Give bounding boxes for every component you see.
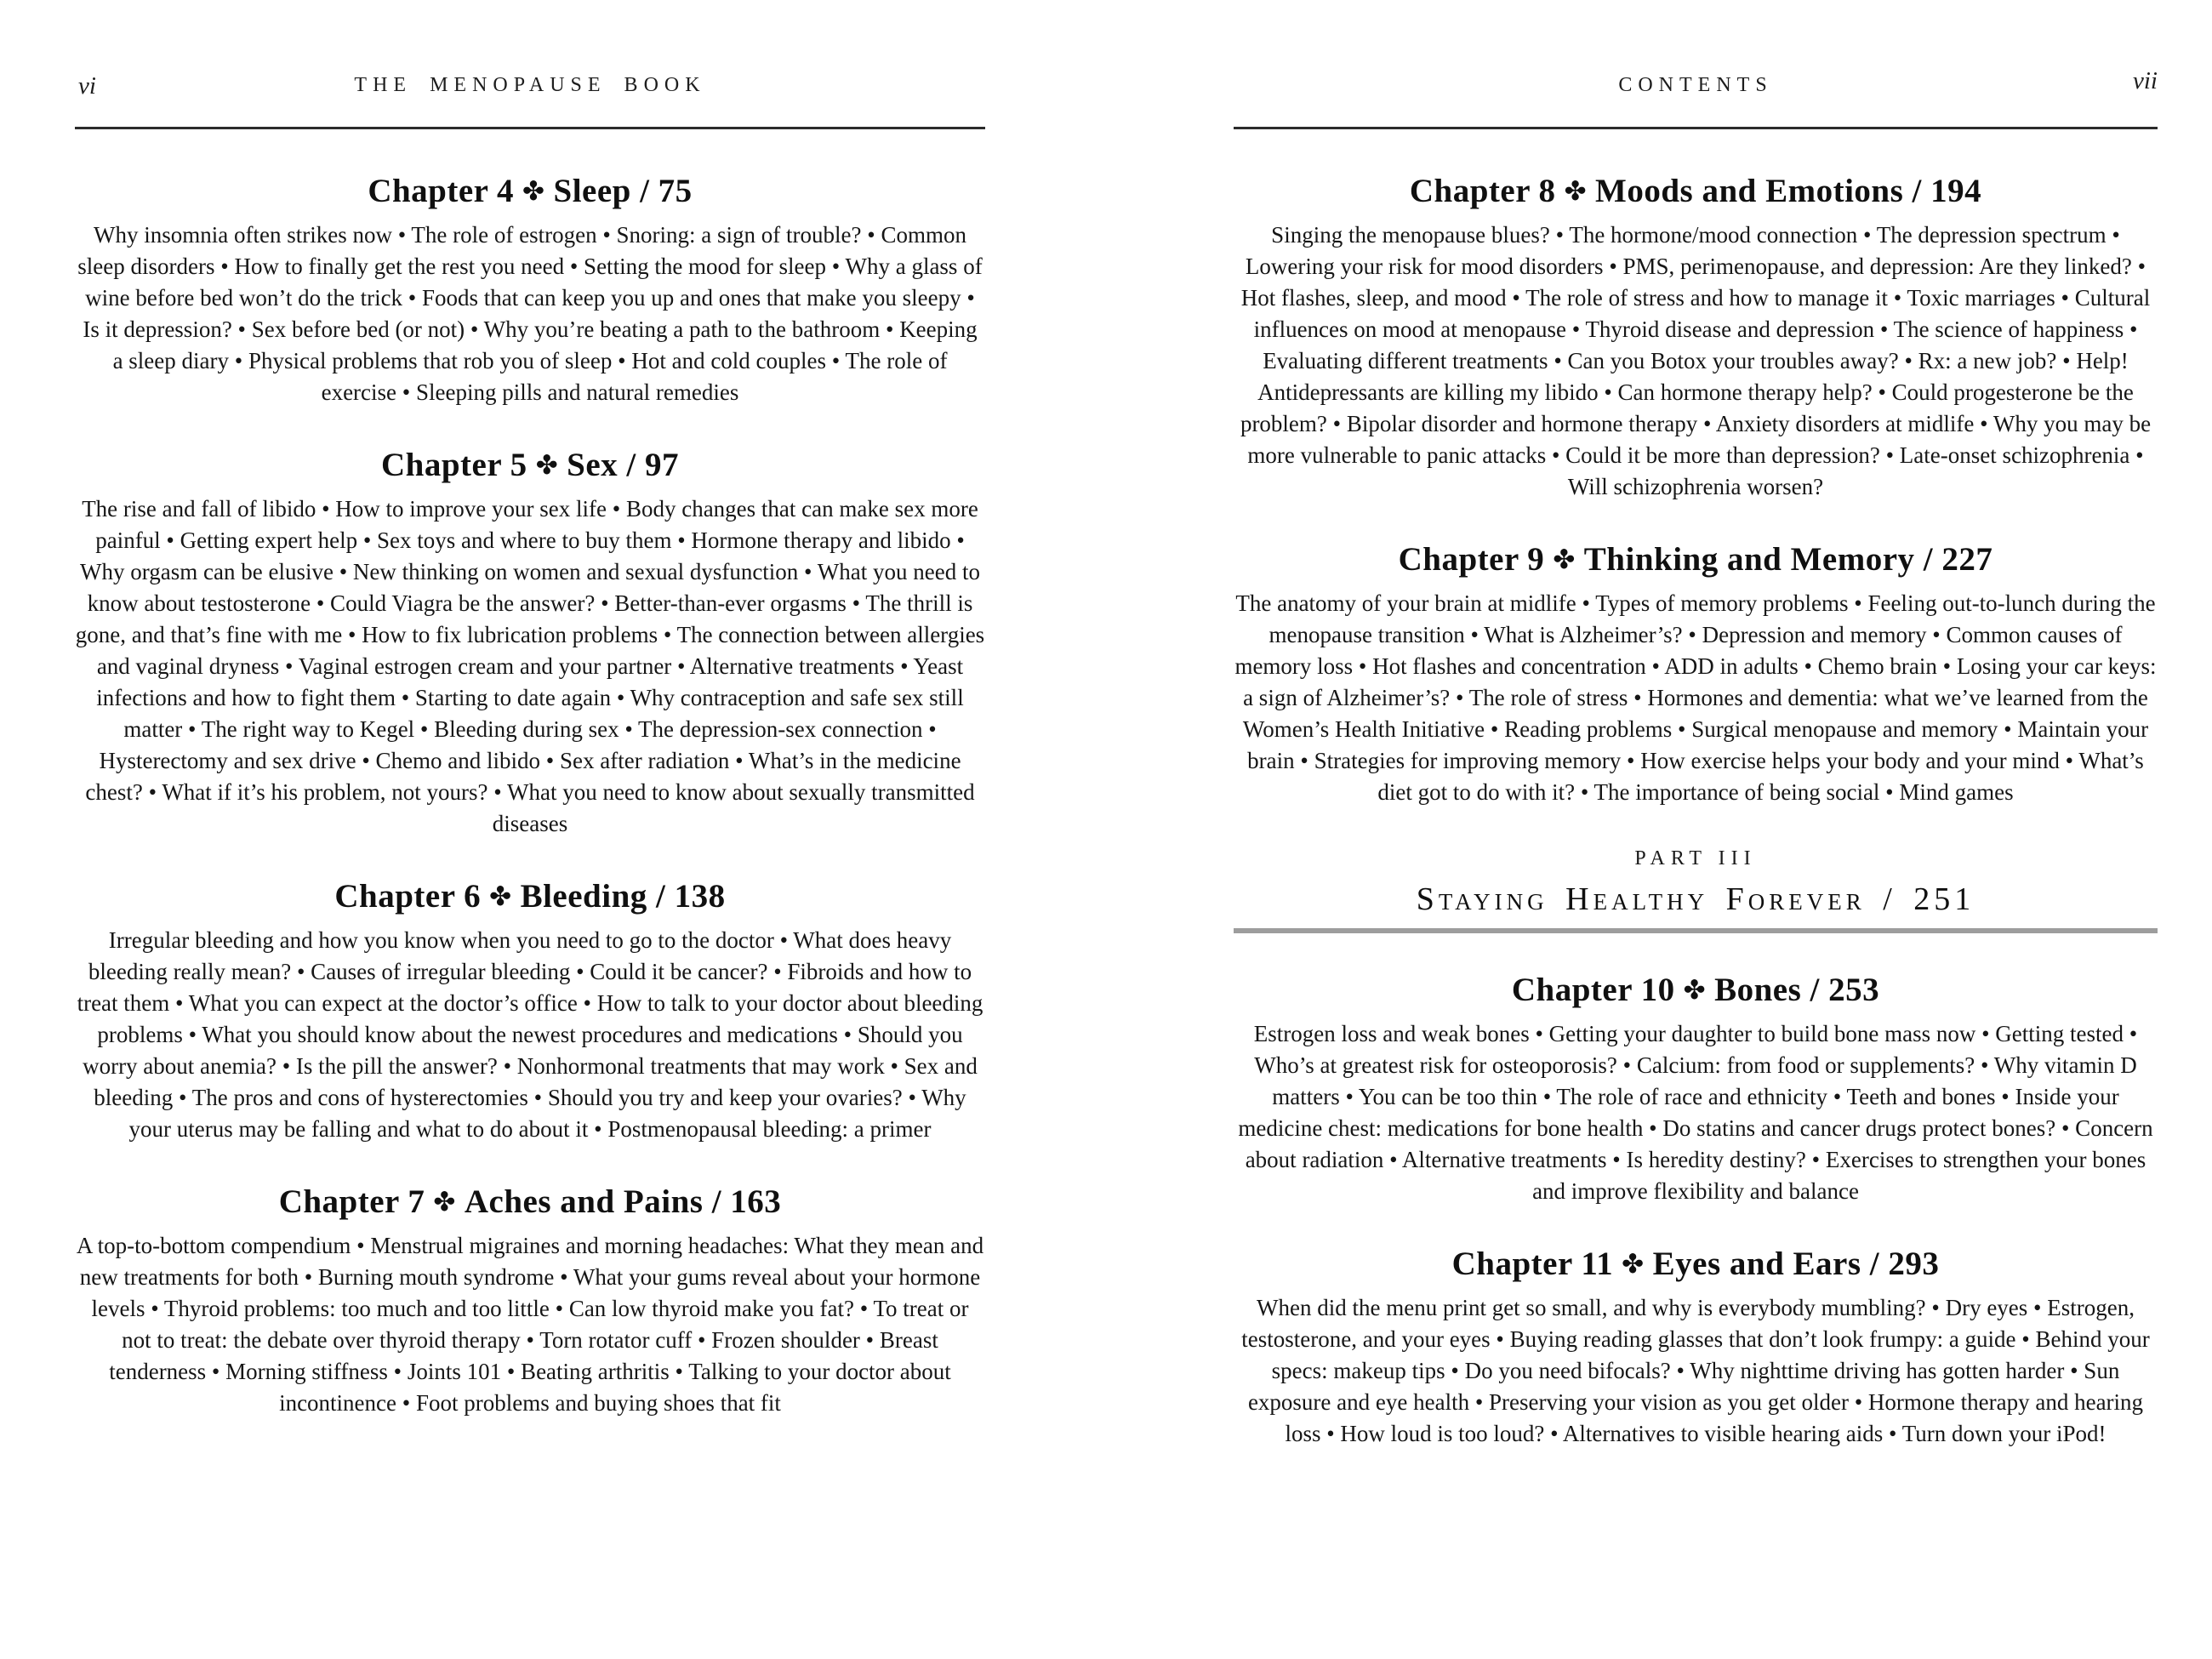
chapter-heading (1234, 971, 2158, 1009)
page-header-left (75, 0, 985, 129)
header-rule-left (75, 127, 985, 129)
chapter-summary: Singing the menopause blues? • The hormone/mood connection • The depression spectrum • Lowering your risk for mood disorders • PMS, perimenopause, and depression: Are they linked? • Hot flashes, sleep, and mood • The role of stress and how to manage it • Toxic marriages • Cultural influences on mood at menopause • Thyroid disease and depression • The science of happiness • Evaluating different treatments • Can you Botox your troubles away? • Rx: a new job? • Help! Antidepressants are killing my libido • Can hormone therapy help? • Could progesterone be the problem? • Bipolar disorder and hormone therapy • Anxiety disorders at midlife • Why you may be more vulnerable to panic attacks • Could it be more than depression? • Late-onset schizophrenia • Will schizophrenia worsen? (1240, 222, 2152, 499)
fleuron-ornament-icon: ✤ (433, 1187, 456, 1217)
chapter-title-page: Sleep / 75 (553, 173, 693, 209)
chapter-label: Chapter 8 (1409, 173, 1556, 209)
fleuron-ornament-icon: ✤ (1622, 1249, 1645, 1280)
chapter-summary: When did the menu print get so small, and why is everybody mumbling? • Dry eyes • Estrogen, testosterone, and your eyes • Buying reading glasses that don’t look frumpy: a guide • Behind your specs: makeup tips • Do you need bifocals? • Why nighttime driving has gotten harder • Sun exposure and eye health • Preserving your vision as you get older • Hormone therapy and hearing loss • How loud is too loud? • Alternatives to visible hearing aids • Turn down your iPod! (1241, 1295, 2150, 1446)
page-right (1106, 0, 2212, 1659)
fleuron-ornament-icon: ✤ (535, 450, 559, 481)
chapter-entry-8 (1234, 172, 2158, 503)
fleuron-ornament-icon: ✤ (1564, 176, 1588, 207)
chapter-entry-6 (75, 877, 985, 1145)
chapter-label: Chapter 10 (1511, 972, 1675, 1008)
chapter-title-page: Moods and Emotions / 194 (1595, 173, 1982, 209)
chapter-label: Chapter 11 (1451, 1246, 1614, 1282)
fleuron-ornament-icon: ✤ (1553, 544, 1576, 575)
chapter-entry-11 (1234, 1245, 2158, 1450)
chapter-heading (1234, 172, 2158, 210)
chapter-label: Chapter 7 (278, 1183, 425, 1220)
chapter-label: Chapter 9 (1398, 541, 1545, 578)
page-header-right (1234, 0, 2158, 129)
chapter-title-page: Thinking and Memory / 227 (1583, 541, 1993, 578)
folio-right: vii (2133, 67, 2158, 94)
fleuron-ornament-icon: ✤ (522, 176, 545, 207)
chapter-summary: The rise and fall of libido • How to improve your sex life • Body changes that can make sex more painful • Getting expert help • Sex toys and where to buy them • Hormone therapy and libido • Why orgasm can be elusive • New thinking on women and sexual dysfunction • What you need to know about testosterone • Could Viagra be the answer? • Better-than-ever orgasms • The thrill is gone, and that’s fine with me • How to fix lubrication problems • The connection between allergies and vaginal dryness • Vaginal estrogen cream and your partner • Alternative treatments • Yeast infections and how to fight them • Starting to date again • Why contraception and safe sex still matter • The right way to Kegel • Bleeding during sex • The depression-sex connection • Hysterectomy and sex drive • Chemo and libido • Sex after radiation • What’s in the medicine chest? • What if it’s his problem, not yours? • What you need to know about sexually transmitted diseases (75, 496, 985, 836)
chapter-heading (75, 172, 985, 210)
chapter-summary: Irregular bleeding and how you know when you need to go to the doctor • What does heavy bleeding really mean? • Causes of irregular bleeding • Could it be cancer? • Fibroids and how to treat them • What you can expect at the doctor’s office • How to talk to your doctor about bleeding problems • What you should know about the newest procedures and medications • Should you worry about anemia? • Is the pill the answer? • Nonhormonal treatments that may work • Sex and bleeding • The pros and cons of hysterectomies • Should you try and keep your ovaries? • Why your uterus may be falling and what to do about it • Postmenopausal bleeding: a primer (77, 927, 983, 1142)
running-head-right: CONTENTS (1618, 74, 1773, 96)
header-rule-right (1234, 127, 2158, 129)
chapter-entry-10 (1234, 971, 2158, 1207)
chapter-entry-9 (1234, 540, 2158, 808)
chapter-heading (75, 877, 985, 915)
chapter-title-page: Aches and Pains / 163 (464, 1183, 782, 1220)
chapter-label: Chapter 4 (368, 173, 515, 209)
chapter-title-page: Sex / 97 (567, 447, 680, 483)
chapter-heading (1234, 540, 2158, 579)
chapter-title-page: Eyes and Ears / 293 (1652, 1246, 1940, 1282)
chapter-title-page: Bleeding / 138 (520, 878, 726, 915)
part-label: PART III (1634, 847, 1757, 869)
chapter-label: Chapter 6 (334, 878, 482, 915)
chapter-title-page: Bones / 253 (1714, 972, 1880, 1008)
running-head-left: THE MENOPAUSE BOOK (354, 74, 706, 96)
chapter-heading (1234, 1245, 2158, 1283)
chapter-heading (75, 446, 985, 484)
chapter-summary: Estrogen loss and weak bones • Getting your daughter to build bone mass now • Getting tested • Who’s at greatest risk for osteoporosis? • Calcium: from food or supplements? • Why vitamin D matters • You can be too thin • The role of race and ethnicity • Teeth and bones • Inside your medicine chest: medications for bone health • Do statins and cancer drugs protect bones? • Concern about radiation • Alternative treatments • Is heredity destiny? • Exercises to strengthen your bones and improve flexibility and balance (1238, 1021, 2153, 1204)
chapter-entry-5 (75, 446, 985, 840)
chapter-entry-7 (75, 1183, 985, 1419)
chapter-heading (75, 1183, 985, 1221)
chapter-summary: Why insomnia often strikes now • The role of estrogen • Snoring: a sign of trouble? • Common sleep disorders • How to finally get the rest you need • Setting the mood for sleep • Why a glass of wine before bed won’t do the trick • Foods that can keep you up and ones that make you sleepy • Is it depression? • Sex before bed (or not) • Why you’re beating a path to the bathroom • Keeping a sleep diary • Physical problems that rob you of sleep • Hot and cold couples • The role of exercise • Sleeping pills and natural remedies (77, 222, 983, 405)
fleuron-ornament-icon: ✤ (1683, 975, 1707, 1006)
chapter-label: Chapter 5 (380, 447, 527, 483)
part-title: Staying Healthy Forever / 251 (1416, 881, 1975, 917)
folio-left: vi (78, 72, 96, 100)
chapter-summary: The anatomy of your brain at midlife • Types of memory problems • Feeling out-to-lunch during the menopause transition • What is Alzheimer’s? • Depression and memory • Common causes of memory loss • Hot flashes and concentration • ADD in adults • Chemo brain • Losing your car keys: a sign of Alzheimer’s? • The role of stress • Hormones and dementia: what we’ve learned from the Women’s Health Initiative • Reading problems • Surgical menopause and memory • Maintain your brain • Strategies for improving memory • How exercise helps your body and your mind • What’s diet got to do with it? • The importance of being social • Mind games (1234, 590, 2157, 805)
part-divider (1234, 847, 2158, 933)
part-rule (1234, 928, 2158, 933)
chapter-entry-4 (75, 172, 985, 408)
fleuron-ornament-icon: ✤ (489, 881, 512, 912)
chapter-summary: A top-to-bottom compendium • Menstrual migraines and morning headaches: What they mean and new treatments for both • Burning mouth syndrome • What your gums reveal about your hormone levels • Thyroid problems: too much and too little • Can low thyroid make you fat? • To treat or not to treat: the debate over thyroid therapy • Torn rotator cuff • Frozen shoulder • Breast tenderness • Morning stiffness • Joints 101 • Beating arthritis • Talking to your doctor about incontinence • Foot problems and buying shoes that fit (76, 1233, 984, 1416)
